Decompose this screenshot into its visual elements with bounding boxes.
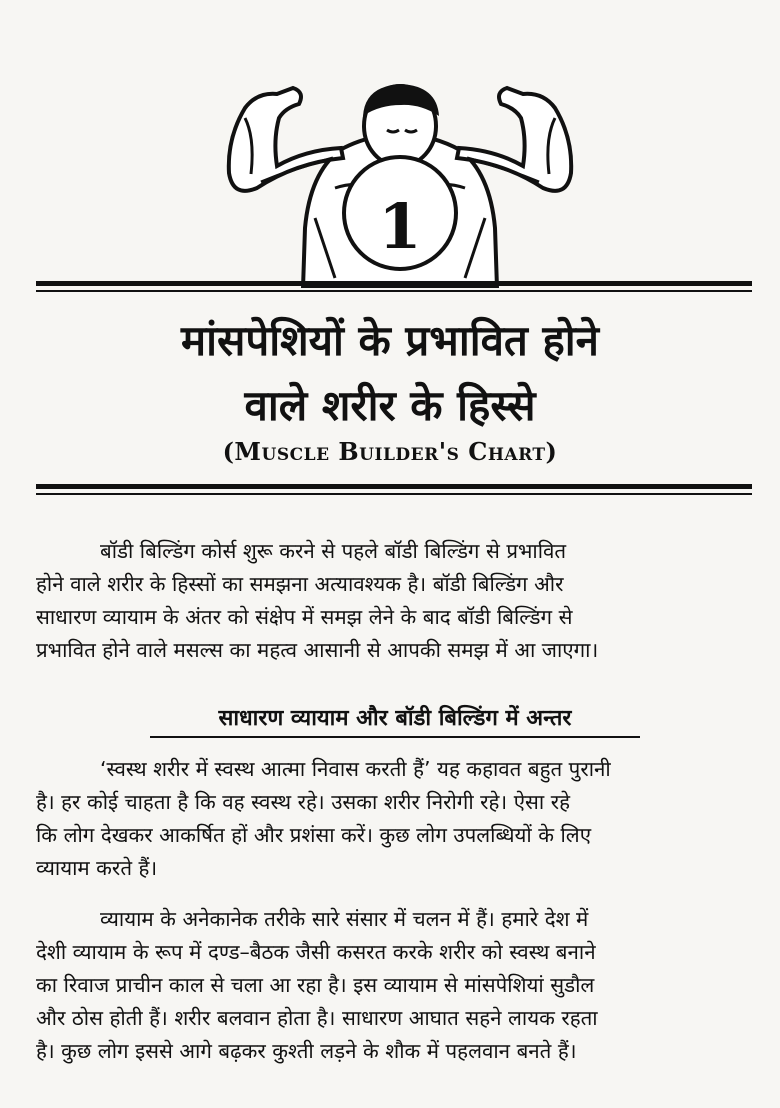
- section-paragraph-1: [36, 753, 756, 885]
- paragraph-line: है। कुछ लोग इससे आगे बढ़कर कुश्ती लड़ने के शौक में पहलवान बनते हैं।: [36, 1039, 577, 1063]
- intro-paragraph: [36, 535, 756, 667]
- chapter-title-line1: मांसपेशियों के प्रभावित होने: [180, 316, 599, 365]
- paragraph-line: ‘स्वस्थ शरीर में स्वस्थ आत्मा निवास करती हैं’ यह कहावत बहुत पुरानी: [100, 757, 611, 781]
- bottom-rule-thin: [36, 493, 752, 495]
- chapter-number: 1: [378, 190, 422, 263]
- paragraph-line: देशी व्यायाम के रूप में दण्ड–बैठक जैसी कसरत करके शरीर को स्वस्थ बनाने: [36, 940, 596, 964]
- paragraph-line: का रिवाज प्राचीन काल से चला आ रहा है। इस व्यायाम से मांसपेशियां सुडौल: [36, 973, 595, 997]
- bottom-rule-thick: [36, 484, 752, 489]
- paragraph-line: व्यायाम के अनेकानेक तरीके सारे संसार में चलन में हैं। हमारे देश में: [100, 907, 589, 931]
- paragraph-line: कि लोग देखकर आकर्षित हों और प्रशंसा करें। कुछ लोग उपलब्धियों के लिए: [36, 823, 592, 847]
- chapter-emblem: [215, 78, 585, 288]
- intro-line: प्रभावित होने वाले मसल्स का महत्व आसानी से आपकी समझ में आ जाएगा।: [36, 638, 599, 662]
- top-rule-thin: [36, 290, 752, 292]
- paragraph-line: और ठोस होती हैं। शरीर बलवान होता है। साधारण आघात सहने लायक रहता: [36, 1006, 598, 1030]
- chapter-title-english: (Muscle Builder's Chart): [222, 437, 558, 466]
- section-paragraph-2: [36, 903, 756, 1068]
- intro-line: होने वाले शरीर के हिस्सों का समझना अत्यावश्यक है। बॉडी बिल्डिंग और: [36, 572, 564, 596]
- chapter-title-line2: वाले शरीर के हिस्से: [244, 381, 536, 430]
- paragraph-line: है। हर कोई चाहता है कि वह स्वस्थ रहे। उसका शरीर निरोगी रहे। ऐसा रहे: [36, 790, 570, 814]
- section-heading: साधारण व्यायाम और बॉडी बिल्डिंग में अन्तर: [150, 706, 640, 738]
- paragraph-line: व्यायाम करते हैं।: [36, 856, 158, 880]
- intro-line: बॉडी बिल्डिंग कोर्स शुरू करने से पहले बॉडी बिल्डिंग से प्रभावित: [100, 539, 567, 563]
- intro-line: साधारण व्यायाम के अंतर को संक्षेप में समझ लेने के बाद बॉडी बिल्डिंग से: [36, 605, 573, 629]
- top-rule-thick: [36, 281, 752, 286]
